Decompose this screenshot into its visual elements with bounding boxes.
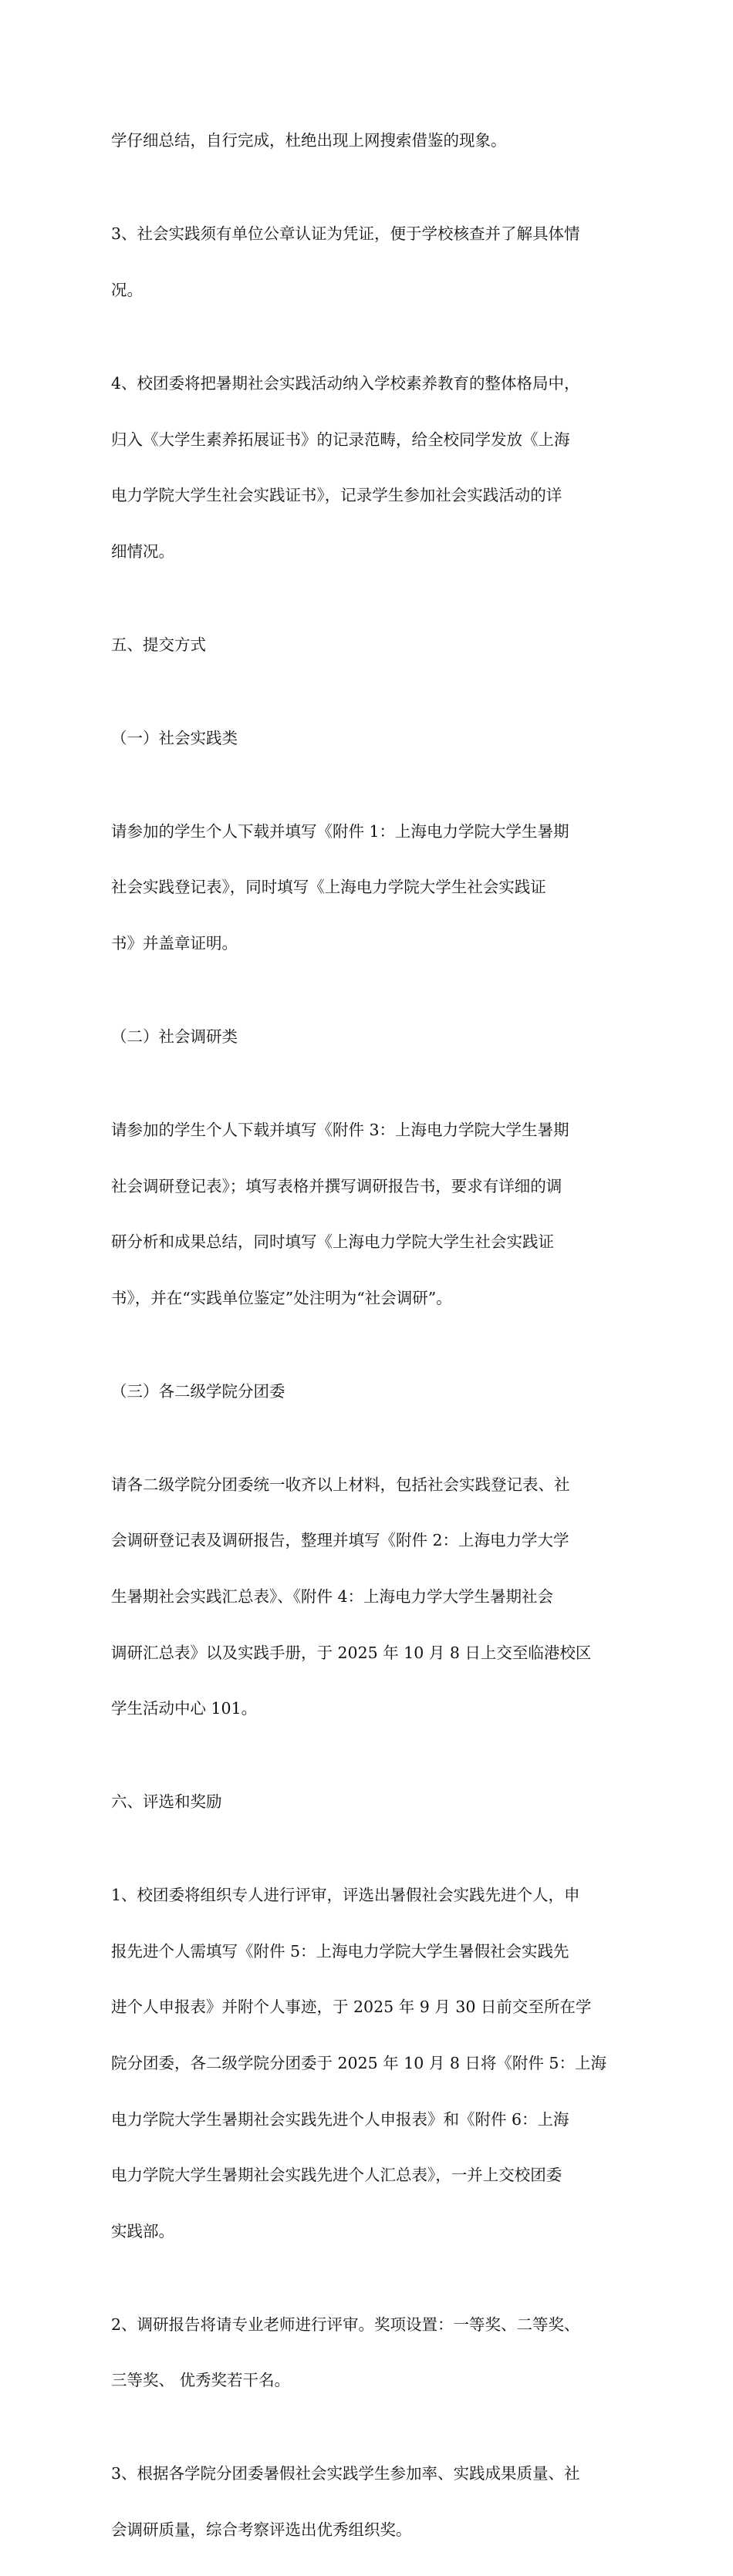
paragraph-award-2	[111, 2278, 627, 2427]
paragraph-colleges	[111, 1438, 627, 1755]
heading-line: 五、提交方式	[111, 635, 206, 654]
text-line: 书》，并在“实践单位鉴定”处注明为“社会调研”。	[111, 1288, 452, 1307]
text-line: 会调研登记表及调研报告，整理并填写《附件 2：上海电力学大学	[111, 1531, 569, 1550]
document-body	[111, 94, 627, 2576]
text-line: 研分析和成果总结，同时填写《上海电力学院大学生社会实践证	[111, 1232, 554, 1252]
section-heading-submission	[111, 598, 627, 691]
text-line: 请各二级学院分团委统一收齐以上材料，包括社会实践登记表、社	[111, 1475, 570, 1494]
subsection-heading-research	[111, 990, 627, 1084]
text-line: 社会调研登记表》；填写表格并撰写调研报告书，要求有详细的调	[111, 1176, 562, 1195]
text-line: 况。	[111, 281, 143, 299]
paragraph-practice	[111, 784, 627, 990]
text-line: 实践部。	[111, 2221, 174, 2241]
subsection-heading-practice	[111, 691, 627, 784]
text-line: 调研汇总表》以及实践手册，于 2025 年 10 月 8 日上交至临港校区	[111, 1643, 592, 1662]
text-line: 1、校团委将组织专人进行评审，评选出暑假社会实践先进个人，申	[111, 1886, 580, 1905]
text-line: 书》并盖章证明。	[111, 933, 238, 953]
text-line: 3、社会实践须有单位公章认证为凭证，便于学校核查并了解具体情	[111, 224, 580, 244]
paragraph-item-4	[111, 337, 627, 598]
heading-line: （二）社会调研类	[111, 1027, 238, 1046]
text-line: 学生活动中心 101。	[111, 1699, 258, 1718]
section-heading-awards	[111, 1755, 627, 1849]
heading-line: （三）各二级学院分团委	[111, 1381, 285, 1401]
text-line: 三等奖、 优秀奖若干名。	[111, 2371, 291, 2390]
paragraph-continuation	[111, 94, 627, 187]
text-line: 院分团委，各二级学院分团委于 2025 年 10 月 8 日将《附件 5：上海	[111, 2053, 606, 2072]
text-line: 电力学院大学生暑期社会实践先进个人申报表》和《附件 6：上海	[111, 2109, 569, 2129]
text-line: 进个人申报表》并附个人事迹，于 2025 年 9 月 30 日前交至所在学	[111, 1998, 592, 2017]
text-line: 报先进个人需填写《附件 5：上海电力学院大学生暑假社会实践先	[111, 1941, 569, 1961]
text-line: 细情况。	[111, 541, 174, 561]
text-line: 3、根据各学院分团委暑假社会实践学生参加率、实践成果质量、社	[111, 2464, 580, 2483]
text-line: 会调研质量，综合考察评选出优秀组织奖。	[111, 2520, 412, 2539]
paragraph-award-3	[111, 2427, 627, 2576]
text-line: 学仔细总结，自行完成，杜绝出现上网搜索借鉴的现象。	[111, 131, 507, 150]
text-line: 归入《大学生素养拓展证书》的记录范畴，给全校同学发放《上海	[111, 430, 570, 449]
subsection-heading-colleges	[111, 1344, 627, 1438]
heading-line: （一）社会实践类	[111, 728, 238, 747]
text-line: 电力学院大学生暑期社会实践先进个人汇总表》，一并上交校团委	[111, 2166, 562, 2185]
paragraph-item-3	[111, 187, 627, 337]
text-line: 2、调研报告将请专业老师进行评审。奖项设置：一等奖、二等奖、	[111, 2315, 580, 2334]
text-line: 请参加的学生个人下载并填写《附件 3：上海电力学院大学生暑期	[111, 1120, 569, 1139]
text-line: 电力学院大学生社会实践证书》，记录学生参加社会实践活动的详	[111, 486, 562, 505]
text-line: 请参加的学生个人下载并填写《附件 1：上海电力学院大学生暑期	[111, 821, 569, 841]
heading-line: 六、评选和奖励	[111, 1792, 222, 1812]
text-line: 社会实践登记表》，同时填写《上海电力学院大学生社会实践证	[111, 878, 546, 897]
text-line: 生暑期社会实践汇总表》、《附件 4：上海电力学大学生暑期社会	[111, 1586, 554, 1606]
text-line: 4、校团委将把暑期社会实践活动纳入学校素养教育的整体格局中，	[111, 374, 580, 393]
paragraph-award-1	[111, 1849, 627, 2278]
paragraph-research	[111, 1084, 627, 1345]
